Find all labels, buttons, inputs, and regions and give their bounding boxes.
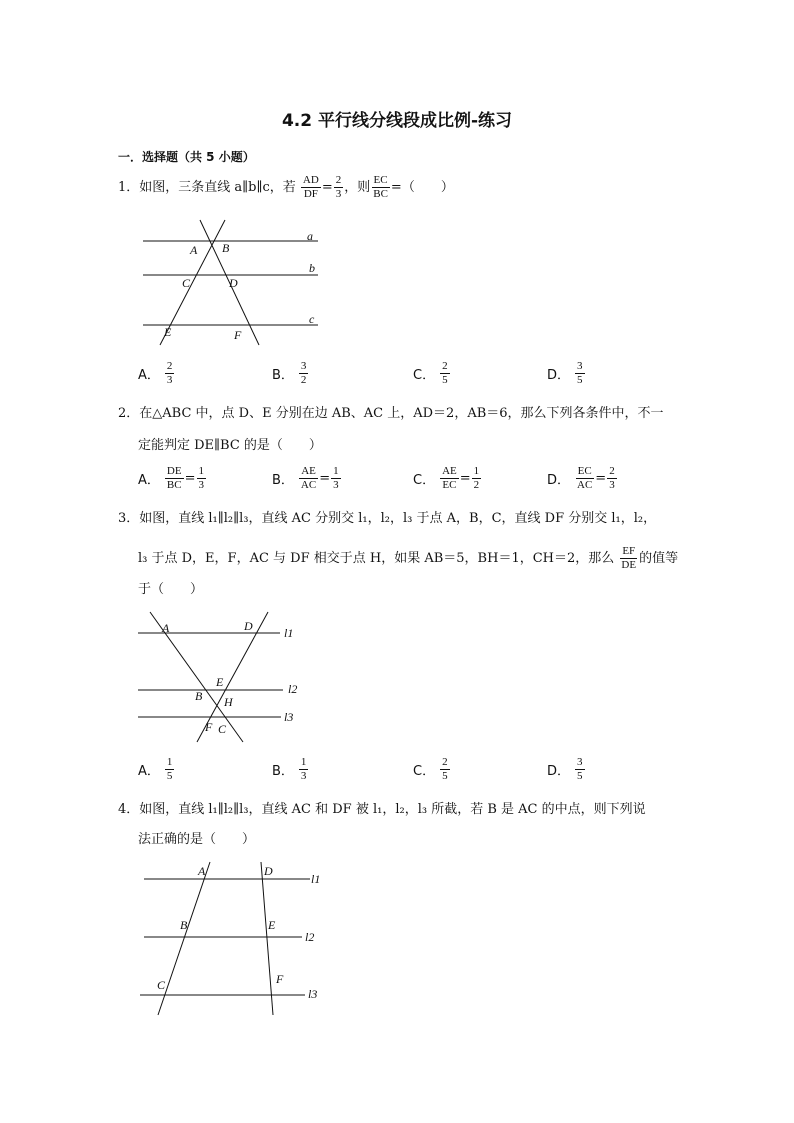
q1-option-c[interactable] [413,360,451,387]
q3-option-c-label: C． [413,764,436,779]
q3-option-b-den: 3 [300,770,307,782]
q4-figure [140,862,320,1015]
q3-label-l1: l1 [284,626,294,640]
q3-option-d-label: D． [547,764,571,779]
q2-option-d-frac1 [575,465,594,492]
q1-frac1-den: DF [303,188,318,200]
q4-label-l1: l1 [311,872,321,886]
q3-option-b-label: B． [272,764,294,779]
q3-option-c-num: 2 [442,756,448,768]
q1-text-pre: 1．如图，三条直线 a∥b∥c，若 [118,180,296,195]
q3-line-3: 于（ ） [138,582,204,597]
q1-frac2-num: 2 [335,174,342,186]
q3-frac-num: EF [622,545,636,557]
q1-option-c-label: C． [413,368,436,383]
q2-option-c-frac1 [440,465,459,492]
q2-option-b-n2: 1 [333,465,339,477]
q4-label-F: F [276,972,284,986]
q1-frac1-num: AD [302,174,319,186]
q1-option-b-frac [299,360,309,387]
q3-option-d-frac [575,756,585,783]
q2-option-d-frac2 [607,465,617,492]
section-heading: 一．选择题（共 5 小题） [118,150,255,164]
q3-label-B: B [195,689,203,703]
q3-option-a-label: A． [138,764,160,779]
q2-option-c-label: C． [413,473,436,488]
q2-option-d-d1: AC [577,479,593,491]
q1-option-c-frac [440,360,450,387]
q1-option-a-frac [165,360,175,387]
q1-option-b-den: 2 [300,374,307,386]
q1-label-F: F [234,328,242,342]
q3-fraction-ef-de [619,545,638,572]
q3-option-b-frac [299,756,309,783]
q1-option-d-frac [575,360,585,387]
q1-option-b-num: 3 [300,360,307,372]
q1-option-a-label: A． [138,368,160,383]
q2-line-1: 2．在△ABC 中，点 D、E 分别在边 AB、AC 上，AD＝2，AB＝6，那么下列各条件中，不一 [118,406,664,421]
q3-line-1: 3．如图，直线 l₁∥l₂∥l₃，直线 AC 分别交 l₁，l₂，l₃ 于点 A，B，C，直线 DF 分别交 l₁，l₂， [118,511,657,526]
q1-label-B: B [222,241,230,255]
q2-option-b-eq: = [319,471,331,486]
q2-option-d-n2: 2 [609,465,615,477]
q2-option-c[interactable] [413,465,482,492]
q1-option-c-num: 2 [442,360,448,372]
q3-option-d-den: 5 [577,770,583,782]
q3-label-F: F [205,720,213,734]
q4-label-l2: l2 [305,930,315,944]
q3-label-l3: l3 [284,710,294,724]
q3-option-d[interactable] [547,756,586,783]
q3-option-a-num: 1 [166,756,173,768]
q3-option-b[interactable] [272,756,309,783]
q1-figure [143,220,318,345]
q4-label-B: B [180,918,188,932]
q2-option-b-d1: AC [300,479,317,491]
q2-option-c-eq: = [459,471,471,486]
q3-option-a[interactable] [138,756,175,783]
q3-label-H: H [224,695,233,709]
q1-option-b-label: B． [272,368,294,383]
q2-option-a-n2: 1 [198,465,204,477]
page-title: 4.2 平行线分线段成比例-练习 [281,111,513,131]
q1-frac2-den: 3 [335,188,342,200]
q2-option-d-n1: EC [577,465,592,477]
q3-option-c[interactable] [413,756,451,783]
q3-figure [138,612,297,742]
q4-label-A: A [198,864,206,878]
q4-transversal-df [261,862,273,1015]
q4-line-1: 4．如图，直线 l₁∥l₂∥l₃，直线 AC 和 DF 被 l₁，l₂，l₃ 所截，若 B 是 AC 的中点，则下列说 [118,802,646,817]
q3-line-2-pre: l₃ 于点 D，E，F，AC 与 DF 相交于点 H，如果 AB＝5，BH＝1，CH＝2，那么 [138,551,615,566]
q1-option-d-den: 5 [577,374,583,386]
q3-label-A: A [162,621,170,635]
q1-option-d-num: 3 [577,360,583,372]
q1-label-b: b [309,261,315,275]
q1-label-D: D [229,276,238,290]
q4-label-C: C [157,978,166,992]
q2-option-a-frac2 [197,465,207,492]
q2-option-b-d2: 3 [333,479,339,491]
q3-label-l2: l2 [288,682,298,696]
q1-option-a[interactable] [138,360,175,387]
q1-label-a: a [307,229,313,243]
q3-label-D: D [244,619,253,633]
q2-option-d-label: D． [547,473,571,488]
q3-option-b-num: 1 [300,756,307,768]
q4-label-l3: l3 [308,987,318,1001]
q1-option-d-label: D． [547,368,571,383]
q1-text-post: =（ ） [390,180,454,195]
q4-line-2: 法正确的是（ ） [138,832,256,847]
q3-line-2-post: 的值等 [639,551,679,566]
q1-label-c: c [309,312,315,326]
q2-option-b[interactable] [272,465,342,492]
q1-option-d[interactable] [547,360,586,387]
q2-option-d[interactable] [547,465,618,492]
q2-option-a-label: A． [138,473,160,488]
q2-option-a-eq: = [184,471,196,486]
q3-option-a-den: 5 [166,770,173,782]
q2-option-c-d1: EC [442,479,457,491]
q1-label-E: E [164,325,172,339]
q3-line-2 [138,545,678,572]
q1-option-c-den: 5 [442,374,448,386]
q2-option-a-frac1 [165,465,184,492]
q1-text-mid: ，则 [344,180,371,195]
q1-label-A: A [190,243,198,257]
q2-option-c-d2: 2 [473,479,480,491]
q3-label-C: C [218,722,227,736]
q2-option-c-frac2 [472,465,482,492]
q2-line-2: 定能判定 DE∥BC 的是（ ） [138,438,322,453]
q4-transversal-ac [158,862,210,1015]
q1-option-a-num: 2 [166,360,173,372]
q2-option-d-eq: = [595,471,607,486]
q3-label-E: E [216,675,224,689]
q3-frac-den: DE [621,559,637,571]
q2-option-a-d2: 3 [198,479,204,491]
q3-option-d-num: 3 [577,756,583,768]
q1-frac3-den: BC [373,188,388,200]
q1-option-a-den: 3 [166,374,173,386]
q1-label-C: C [182,276,191,290]
q2-option-d-d2: 3 [609,479,615,491]
q3-option-a-frac [165,756,175,783]
q2-option-b-label: B． [272,473,294,488]
q2-option-b-n1: AE [301,465,316,477]
q1-option-b[interactable] [272,360,309,387]
q2-option-c-n2: 1 [473,465,480,477]
q2-option-c-n1: AE [442,465,457,477]
q4-label-E: E [268,918,276,932]
q1-frac3-num: EC [373,174,388,186]
q2-option-b-frac1 [299,465,318,492]
q3-option-c-den: 5 [442,770,448,782]
q2-option-b-frac2 [331,465,341,492]
q2-option-a-n1: DE [166,465,182,477]
q4-label-D: D [264,864,273,878]
q2-option-a-d1: BC [166,479,182,491]
q3-option-c-frac [440,756,450,783]
q2-option-a[interactable] [138,465,207,492]
q1-equals: = [321,180,333,195]
